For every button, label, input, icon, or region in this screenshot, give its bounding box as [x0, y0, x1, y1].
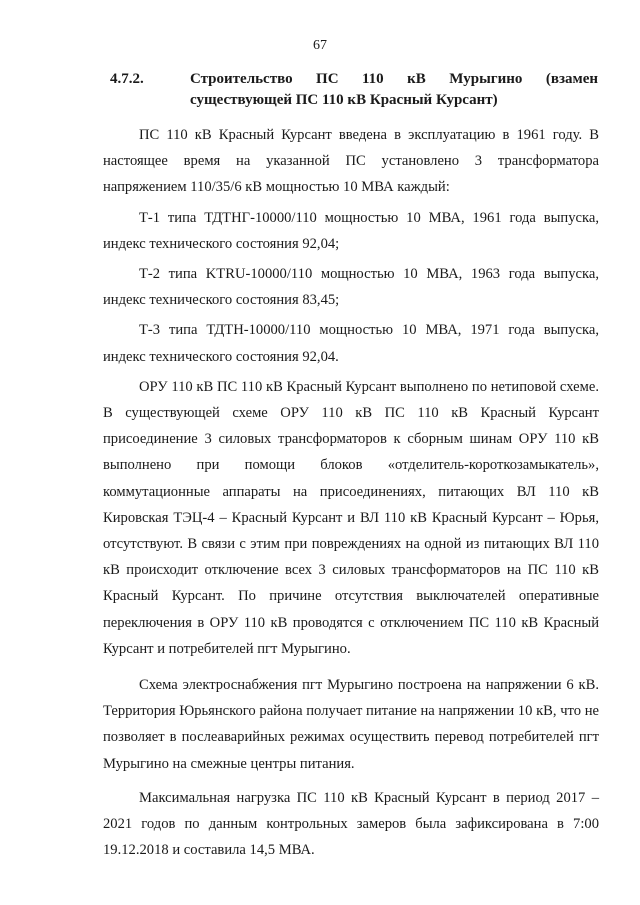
section-number: 4.7.2.	[110, 71, 144, 87]
section-title: Строительство ПС 110 кВ Мурыгино (взамен существующей ПС 110 кВ Красный Курсант)	[190, 71, 598, 108]
paragraph-max-load: Максимальная нагрузка ПС 110 кВ Красный Курсант в период 2017 – 2021 годов по данным контрольных замеров была зафиксирована в 7:00 19.12.2018 и составила 14,5 МВА.	[103, 789, 599, 859]
paragraph-supply-scheme: Схема электроснабжения пгт Мурыгино построена на напряжении 6 кВ. Территория Юрьянского района получает питание на напряжении 10 кВ, что не позволяет в послеаварийных режимах осуществить перевод потребителей пгт Мурыгино на смежные центры питания.	[103, 677, 599, 772]
paragraph-transformer-t1: Т-1 типа ТДТНГ-10000/110 мощностью 10 МВА, 1961 года выпуска, индекс технического состояния 92,04;	[103, 209, 599, 252]
page-number: 67	[313, 38, 327, 53]
section-heading	[110, 69, 598, 111]
paragraph-transformer-t2: Т-2 типа KTRU-10000/110 мощностью 10 МВА, 1963 года выпуска, индекс технического состояния 83,45;	[103, 266, 599, 309]
paragraph-transformer-t3: Т-3 типа ТДТН-10000/110 мощностью 10 МВА, 1971 года выпуска, индекс технического состояния 92,04.	[103, 322, 599, 365]
paragraph-oru-scheme: ОРУ 110 кВ ПС 110 кВ Красный Курсант выполнено по нетиповой схеме. В существующей схеме ОРУ 110 кВ ПС 110 кВ Красный Курсант присоединение 3 силовых трансформаторов к сборным шинам ОРУ 110 кВ выполнено при помощи блоков «отделитель-короткозамыкатель», коммутационные аппараты на присоединениях, питающих ВЛ 110 кВ Кировская ТЭЦ-4 – Красный Курсант и ВЛ 110 кВ Красный Курсант – Юрья, отсутствуют. В связи с этим при повреждениях на одной из питающих ВЛ 110 кВ происходит отключение всех 3 силовых трансформаторов на ПС 110 кВ Красный Курсант. По причине отсутствия выключателей оперативные переключения в ОРУ 110 кВ проводятся с отключением ПС 110 кВ Красный Курсант и потребителей пгт Мурыгино.	[103, 378, 599, 657]
document-body	[103, 122, 599, 863]
paragraph-intro: ПС 110 кВ Красный Курсант введена в эксплуатацию в 1961 году. В настоящее время на указанной ПС установлено 3 трансформатора напряжением 110/35/6 кВ мощностью 10 МВА каждый:	[103, 127, 599, 196]
